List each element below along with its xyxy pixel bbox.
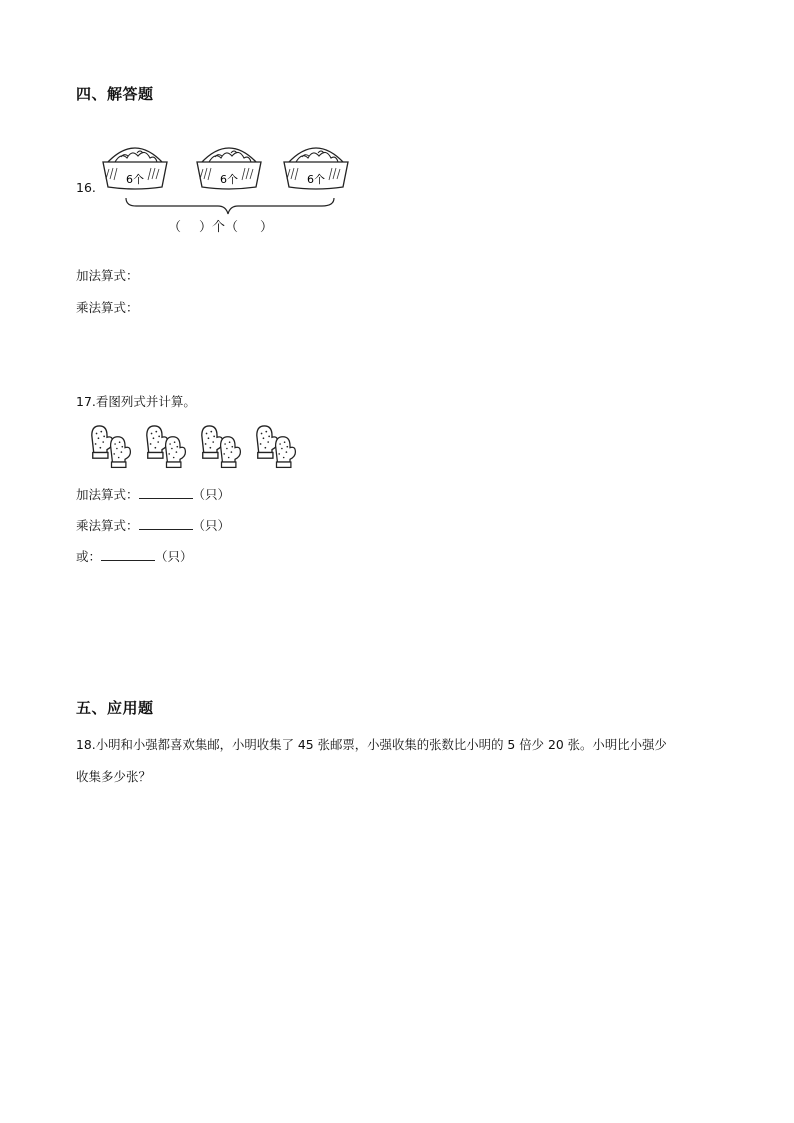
mitten-icon — [257, 426, 278, 458]
mitten-icon — [221, 437, 241, 468]
basket-icon — [197, 148, 261, 189]
q17-or-label: 或： — [76, 549, 102, 564]
q17-or-line — [76, 551, 193, 564]
basket-label: 6个 — [220, 173, 238, 186]
multiplication-answer-blank[interactable] — [139, 529, 193, 530]
mittens-illustration — [84, 420, 299, 472]
mitten-icon — [147, 426, 168, 458]
question-18-line-2: 收集多少张？ — [76, 769, 152, 784]
q17-addition-unit: （只） — [192, 487, 231, 502]
section-5-title: 五、应用题 — [76, 699, 154, 717]
mitten-icon — [202, 426, 223, 458]
mitten-icon — [111, 437, 131, 468]
curly-brace — [126, 198, 334, 214]
bracket-open: （ — [168, 220, 182, 235]
bracket-answer-line — [168, 221, 273, 234]
basket-label: 6个 — [307, 173, 325, 186]
mitten-icon — [166, 437, 186, 468]
mitten-icon — [92, 426, 113, 458]
q17-addition-line — [76, 489, 230, 502]
q17-multiplication-line — [76, 520, 230, 533]
question-17-prompt: 17.看图列式并计算。 — [76, 394, 196, 409]
addition-answer-blank[interactable] — [139, 498, 193, 499]
or-answer-blank[interactable] — [101, 560, 155, 561]
basket-label: 6个 — [126, 173, 144, 186]
q16-multiplication-label: 乘法算式： — [76, 300, 139, 315]
bracket-middle: ）个（ — [199, 220, 239, 235]
section-4-title: 四、解答题 — [76, 85, 154, 103]
question-18-line-1: 18.小明和小强都喜欢集邮，小明收集了 45 张邮票，小强收集的张数比小明的 5 倍少 20 张。小明比小强少 — [76, 737, 667, 752]
question-16-number: 16. — [76, 180, 96, 195]
q16-addition-label: 加法算式： — [76, 268, 139, 283]
q17-multiplication-unit: （只） — [192, 518, 231, 533]
bracket-close: ） — [260, 220, 274, 235]
q17-multiplication-label: 乘法算式： — [76, 518, 139, 533]
q17-or-unit: （只） — [155, 549, 193, 564]
q17-addition-label: 加法算式： — [76, 487, 139, 502]
mitten-icon — [276, 437, 296, 468]
basket-icon — [284, 148, 348, 189]
basket-icon — [103, 148, 167, 189]
